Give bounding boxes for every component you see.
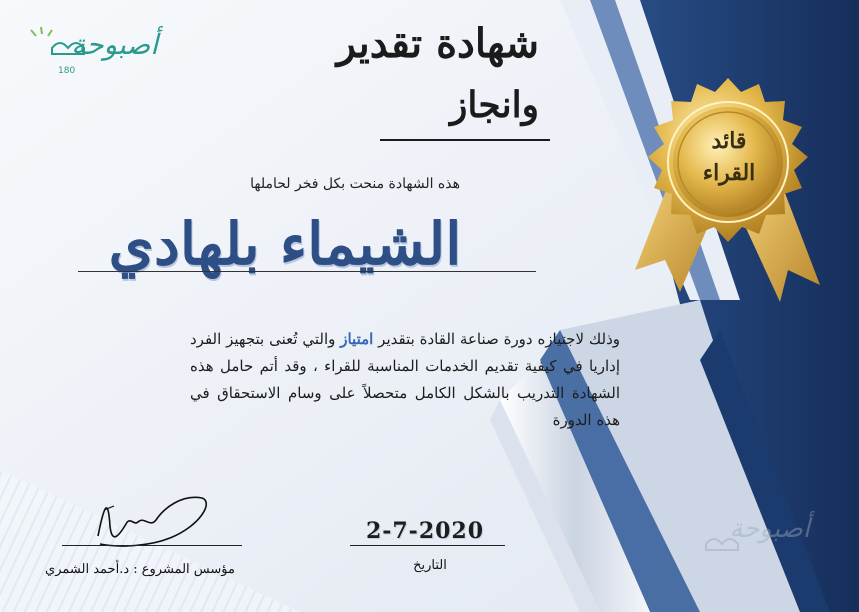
medal-icon	[630, 70, 830, 310]
brand-watermark-name: أصبوحة	[729, 514, 810, 544]
grade-highlight: امتياز	[340, 330, 374, 348]
signature-caption: مؤسس المشروع : د.أحمد الشمري	[45, 562, 235, 577]
brand-watermark	[700, 512, 810, 564]
badge-title-line1: قائد	[711, 128, 747, 154]
recipient-name: الشيماء بلهادي	[108, 210, 462, 278]
certificate-title: شهادة تقدير	[336, 20, 539, 67]
certificate-date: 2-7-2020	[365, 518, 485, 544]
certificate-title-line2: وانجاز	[450, 84, 539, 126]
title-underline	[380, 139, 550, 141]
body-text-part2: والتي تُعنى بتجهيز الفرد إداريا في كيفية تقديم الخدمات المناسبة للقراء ، وقد أتم حامل هذه الشهادة التدريب بالشكل الكامل متحصلاً على وسام الاستحقاق في هذه الدورة	[190, 330, 620, 429]
award-badge	[630, 70, 830, 310]
date-caption: التاريخ	[413, 558, 447, 573]
certificate-body	[190, 326, 620, 434]
brand-name: أصبوحة	[71, 28, 158, 61]
signature-line	[62, 545, 242, 546]
badge-title-line2: القراء	[702, 160, 756, 186]
date-line	[350, 545, 505, 546]
body-text-part1: وذلك لاجتيازه دورة صناعة القادة بتقدير	[373, 330, 620, 348]
brand-number: 180	[58, 66, 76, 76]
brand-logo	[28, 26, 158, 82]
recipient-underline	[78, 271, 536, 272]
certificate-subtitle: هذه الشهادة منحت بكل فخر لحاملها	[250, 176, 460, 192]
